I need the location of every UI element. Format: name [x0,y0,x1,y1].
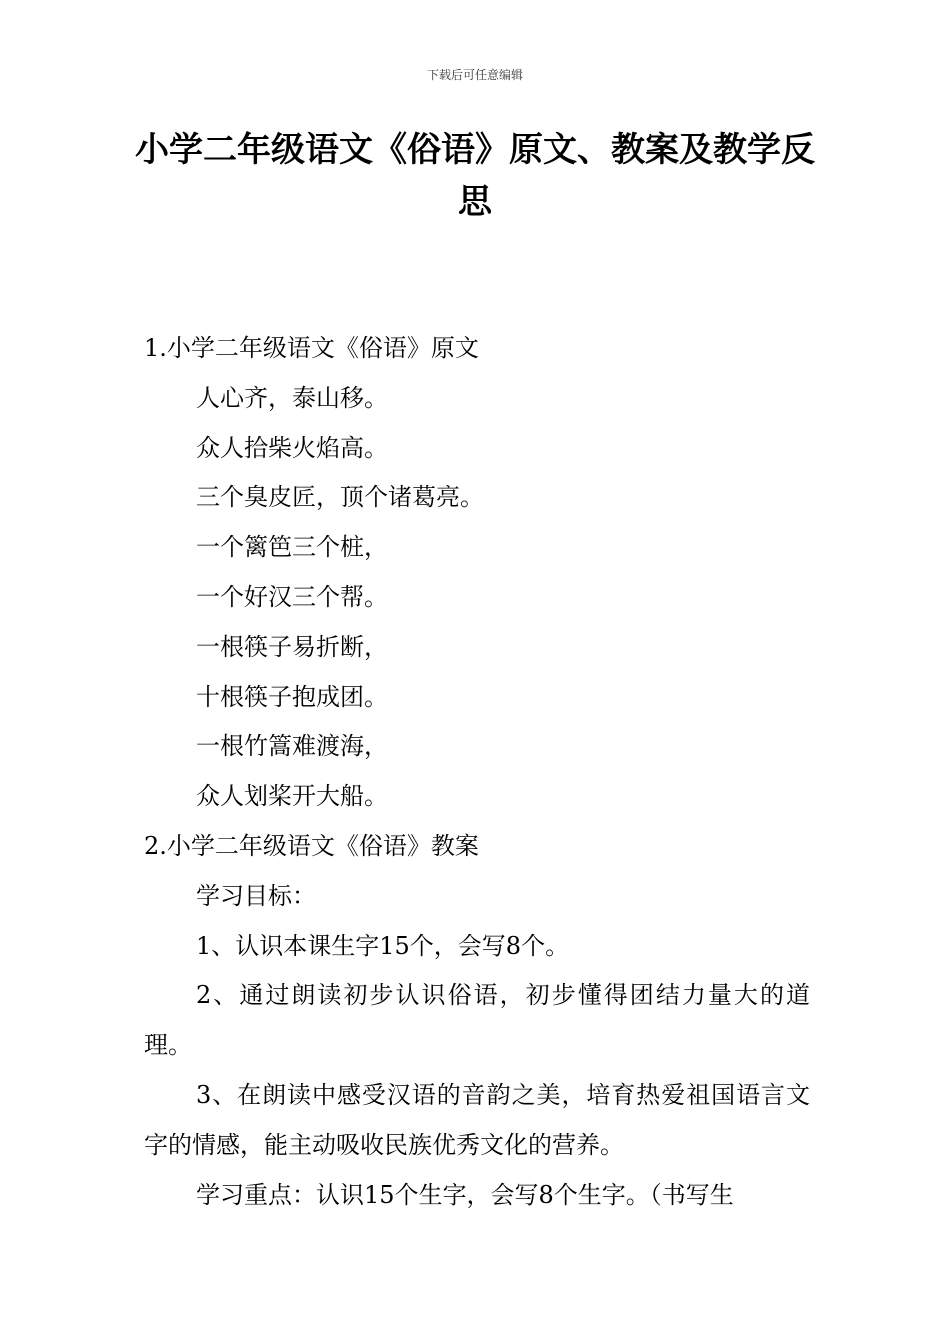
header-note: 下载后可任意编辑 [426,68,523,82]
proverb-line: 一个篱笆三个桩， [196,533,388,562]
proverb-line: 人心齐，泰山移。 [196,383,388,412]
proverb-line: 一根筷子易折断， [196,632,388,661]
proverb-line: 众人划桨开大船。 [196,782,388,811]
key-points: 学习重点：认识15个生字，会写8个生字。（书写生 [196,1180,734,1209]
learning-goal-2: 2、通过朗读初步认识俗语，初步懂得团结力量大的道理。 [144,981,810,1060]
proverb-line: 众人拾柴火焰高。 [196,433,388,462]
proverb-line: 十根筷子抱成团。 [196,682,388,711]
section-heading-original-text: 1.小学二年级语文《俗语》原文 [144,334,479,362]
section-heading-lesson-plan: 2.小学二年级语文《俗语》教案 [144,831,479,860]
proverb-line: 三个臭皮匠，顶个诸葛亮。 [196,483,484,512]
learning-goal-1: 1、认识本课生字15个，会写8个。 [196,931,570,960]
document-title: 小学二年级语文《俗语》原文、教案及教学反思 [135,130,815,222]
learning-goal-3: 3、在朗读中感受汉语的音韵之美，培育热爱祖国语言文字的情感，能主动吸收民族优秀文化的营养。 [144,1080,810,1159]
proverb-line: 一个好汉三个帮。 [196,582,388,611]
proverb-line: 一根竹篙难渡海， [196,732,388,761]
learning-goals-label: 学习目标： [196,881,316,910]
document-body [144,324,810,1220]
